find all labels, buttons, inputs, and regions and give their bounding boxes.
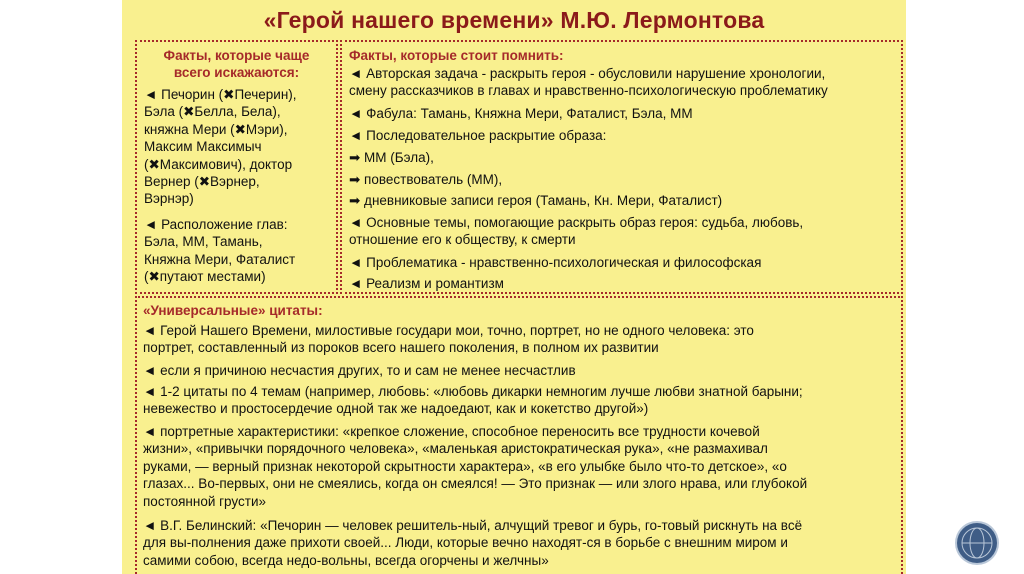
text-line: Бэла, ММ, Тамань, <box>144 234 263 250</box>
list-item <box>349 214 897 249</box>
text-line: Бэла (✖Белла, Бела), <box>144 104 281 120</box>
text-line: для вы-полнения даже прихоти своей... Люди, которые вечно находят-ся в борьбе с внешним миром и <box>143 535 788 551</box>
text-line: (✖путают местами) <box>144 269 266 285</box>
list-item: ◄ Реализм и романтизм <box>349 276 504 291</box>
slide-nav-icon[interactable] <box>957 523 997 563</box>
text-line: самими собою, всегда недо-вольны, всегда огорчены и желчны» <box>143 552 549 568</box>
universal-quotes-box <box>135 296 903 574</box>
text-line: ◄ Герой Нашего Времени, милостивые государи мои, точно, портрет, но не одного человека: это <box>143 323 754 338</box>
text-line: постоянной грусти» <box>143 493 266 509</box>
globe-icon <box>957 523 997 563</box>
text-line: (✖Максимович), доктор <box>144 156 293 172</box>
text-line: княжна Мери (✖Мэри), <box>144 121 288 137</box>
list-item: ➡ ММ (Бэла), <box>349 150 434 165</box>
distorted-facts-box <box>135 40 338 294</box>
list-item <box>144 216 332 286</box>
text-line: смену рассказчиков в главах и нравственно-психологическую проблематику <box>349 83 828 99</box>
list-item <box>349 65 897 100</box>
list-item: ◄ если я причиною несчастия других, то и сам не менее несчастлив <box>143 363 576 378</box>
facts-to-remember-header: Факты, которые стоит помнить: <box>349 48 564 63</box>
text-line: Максим Максимыч <box>144 139 262 155</box>
slide-title: «Герой нашего времени» М.Ю. Лермонтова <box>263 7 765 33</box>
list-item <box>143 423 897 510</box>
text-line: Вэрнэр) <box>144 191 194 207</box>
text-line: Княжна Мери, Фаталист <box>144 251 296 267</box>
slide <box>122 0 906 574</box>
text-line: ◄ Основные темы, помогающие раскрыть образ героя: судьба, любовь, <box>349 215 804 230</box>
list-item <box>144 86 332 208</box>
universal-quotes-header: «Универсальные» цитаты: <box>143 303 323 318</box>
text-line: отношение его к обществу, к смерти <box>349 232 576 248</box>
text-line: ◄ 1-2 цитаты по 4 темам (например, любовь: «любовь дикарки немногим лучше любви знатной барыни; <box>143 384 803 399</box>
list-item <box>143 517 897 569</box>
text-line: руками, — верный признак некоторой скрытности характера», «в его улыбке было что-то детское», «о <box>143 458 787 474</box>
text-line: портрет, составленный из пороков всего нашего поколения, в полном их развитии <box>143 340 659 356</box>
header-line: всего искажаются: <box>173 65 300 80</box>
text-line: ◄ В.Г. Белинский: «Печорин — человек решитель-ный, алчущий тревог и бурь, го-товый рискнуть на всё <box>143 518 803 533</box>
list-item <box>143 383 897 418</box>
text-line: Вернер (✖Вэрнер, <box>144 174 260 190</box>
list-item: ◄ Фабула: Тамань, Княжна Мери, Фаталист, Бэла, ММ <box>349 106 693 121</box>
list-item: ➡ повествователь (ММ), <box>349 172 503 187</box>
text-line: ◄ Печорин (✖Печерин), <box>144 87 297 102</box>
text-line: жизни», «привычки порядочного человека», «маленькая аристократическая рука», «не размахивал <box>143 441 768 457</box>
list-item: ◄ Проблематика - нравственно-психологическая и философская <box>349 255 762 270</box>
text-line: ◄ Авторская задача - раскрыть героя - обусловили нарушение хронологии, <box>349 66 826 81</box>
distorted-facts-header <box>137 47 336 81</box>
list-item: ➡ дневниковые записи героя (Тамань, Кн. Мери, Фаталист) <box>349 193 723 208</box>
text-line: невежество и простосердечие одной так же надоедают, как и кокетство другой») <box>143 401 649 417</box>
text-line: глазах... Во-первых, они не смеялись, когда он смеялся! — Это признак — или злого нрава, или глубокой <box>143 476 808 492</box>
text-line: ◄ портретные характеристики: «крепкое сложение, способное переносить все трудности кочевой <box>143 424 760 439</box>
text-line: ◄ Расположение глав: <box>144 217 288 232</box>
list-item <box>143 322 897 357</box>
facts-to-remember-box <box>340 40 903 294</box>
list-item: ◄ Последовательное раскрытие образа: <box>349 128 607 143</box>
header-line: Факты, которые чаще <box>163 48 310 63</box>
